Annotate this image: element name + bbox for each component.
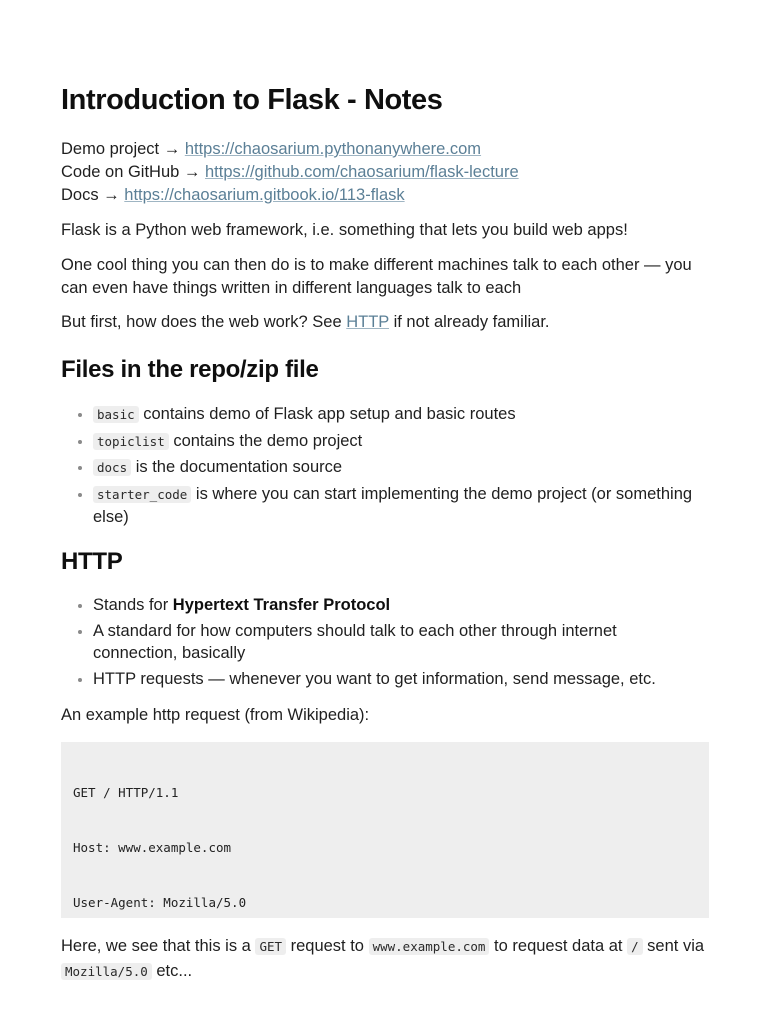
web-paragraph-after: if not already familiar. [389,313,550,331]
outro-text: sent via [642,937,705,955]
inline-code: topiclist [93,433,169,450]
example-intro: An example http request (from Wikipedia): [61,706,370,724]
inline-code: starter_code [93,486,191,503]
list-item [93,456,710,480]
http-link[interactable]: HTTP [346,313,390,331]
demo-project-link[interactable]: https://chaosarium.pythonanywhere.com [184,140,482,158]
demo-project-line [61,138,710,161]
code-line: User-Agent: Mozilla/5.0 [73,894,247,910]
inline-code: docs [93,459,131,476]
list-item-text: contains the demo project [168,431,363,450]
links-block [61,138,710,207]
list-item-text: Stands for [93,596,173,614]
docs-line [61,184,710,207]
cool-thing-paragraph: One cool thing you can then do is to make different machines talk to each other — you can even have things written in different languages talk to each [61,256,692,297]
github-link[interactable]: https://github.com/chaosarium/flask-lecture [205,163,519,181]
list-item-text: is the documentation source [131,458,343,476]
github-line [61,161,710,184]
web-paragraph-before: But first, how does the web work? See [61,313,347,331]
files-list [61,403,710,529]
github-label: Code on GitHub → [61,163,201,181]
inline-code: www.example.com [369,938,490,955]
inline-code: / [627,938,643,955]
outro-text: request to [286,937,369,955]
list-item [93,668,668,691]
list-item-text: HTTP requests — whenever you want to get information, send message, etc. [93,669,656,688]
list-item-text: is where you can start implementing the demo project (or something else) [93,484,693,526]
http-list-block [61,594,668,690]
list-item-text: A standard for how computers should talk to each other through internet connection, basically [93,621,617,662]
outro-text: Here, we see that this is a [61,937,256,955]
demo-project-label: Demo project → [61,140,181,158]
list-item [93,620,668,665]
page-title: Introduction to Flask - Notes [61,84,443,116]
http-list [61,594,668,690]
list-item [93,403,710,427]
web-paragraph [61,311,710,334]
http-heading: HTTP [61,548,123,575]
outro-text: etc... [151,962,193,980]
intro-paragraph: Flask is a Python web framework, i.e. something that lets you build web apps! [61,221,628,239]
files-list-block [61,403,710,529]
outro-text: to request data at [489,937,628,955]
inline-code: Mozilla/5.0 [61,963,152,980]
code-block [61,742,709,918]
list-item [93,483,710,529]
outro-paragraph [61,934,710,984]
docs-link[interactable]: https://chaosarium.gitbook.io/113-flask [124,186,405,204]
code-line: GET / HTTP/1.1 [73,785,179,801]
docs-label: Docs → [61,186,120,204]
list-item [93,430,710,454]
inline-code: GET [255,938,286,955]
code-line: Host: www.example.com [73,840,232,856]
list-item [93,594,668,617]
list-item-text: contains demo of Flask app setup and basic routes [138,405,516,423]
inline-code: basic [93,406,139,423]
files-heading: Files in the repo/zip file [61,356,319,383]
bold-term: Hypertext Transfer Protocol [172,596,391,614]
